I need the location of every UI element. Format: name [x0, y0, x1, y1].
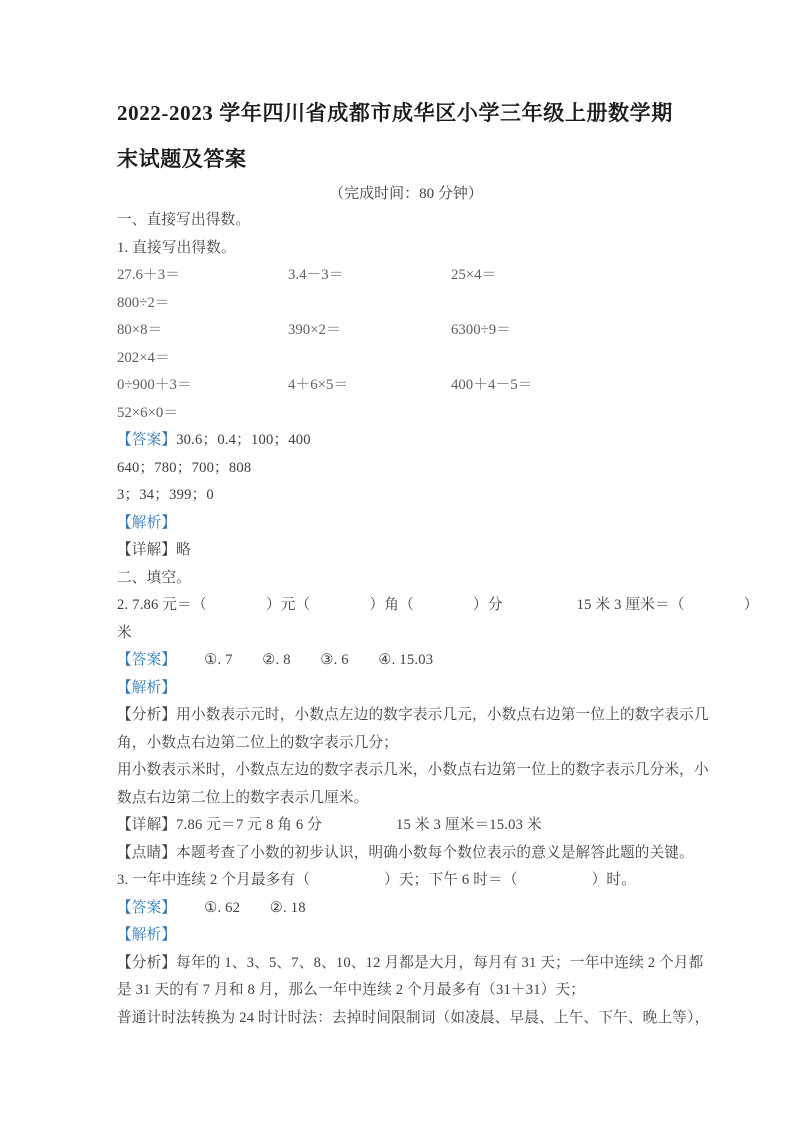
q1-answer-line-3: 3；34；399；0 — [117, 487, 214, 503]
q2-analysis-line-2: 角，小数点右边第二位上的数字表示几分； — [117, 734, 399, 751]
answer-label: 【答案】 — [117, 899, 177, 916]
q1-answer-line-2: 640；780；700；808 — [117, 459, 252, 476]
math-expression: 0÷900＋3＝ — [117, 377, 192, 393]
math-expression — [288, 345, 451, 373]
math-row — [117, 317, 695, 345]
answer-label: 【答案】 — [117, 432, 177, 448]
q3-analysis-line-2: 是 31 天的有 7 月和 8 月，那么一年中连续 2 个月最多有（31＋31）天； — [117, 982, 586, 998]
math-expression: 390×2＝ — [288, 322, 341, 338]
math-expression: 52×6×0＝ — [117, 404, 179, 421]
question-2-line-1: 2. 7.86 元＝（ ）元（ ）角（ ）分 15 米 3 厘米＝（ ） — [117, 597, 759, 613]
analysis-label: 【解析】 — [117, 927, 177, 943]
q2-analysis-line-1: 【分析】用小数表示元时，小数点左边的数字表示几元，小数点右边第一位上的数字表示几 — [117, 707, 709, 723]
q1-detail-line: 【详解】略 — [117, 542, 191, 558]
question-1-label: 1. 直接写出得数。 — [117, 239, 236, 256]
math-expression: 3.4－3＝ — [288, 267, 344, 283]
q2-detail-line: 【详解】7.86 元＝7 元 8 角 6 分 15 米 3 厘米＝15.03 米 — [117, 817, 542, 833]
math-row — [117, 290, 695, 318]
answer-text: 30.6；0.4；100；400 — [176, 432, 311, 448]
math-expression: 800÷2＝ — [117, 294, 170, 311]
math-row — [117, 345, 695, 373]
math-expression: 80×8＝ — [117, 322, 163, 338]
math-expression: 400＋4－5＝ — [451, 377, 533, 393]
math-row — [117, 372, 695, 400]
math-expression — [288, 290, 451, 318]
math-expression — [451, 290, 695, 318]
q2-analysis-line-4: 数点右边第二位上的数字表示几厘米。 — [117, 789, 369, 806]
answer-text: ①. 7 ②. 8 ③. 6 ④. 15.03 — [204, 652, 434, 668]
question-2-line-2: 米 — [117, 624, 132, 641]
math-expression: 25×4＝ — [451, 267, 497, 283]
answer-text: ①. 62 ②. 18 — [204, 899, 306, 916]
answer-label: 【答案】 — [117, 652, 177, 668]
q3-analysis-line-1: 【分析】每年的 1、3、5、7、8、10、12 月都是大月，每月有 31 天；一年中连续 2 个月都 — [117, 954, 704, 971]
math-row — [117, 400, 695, 428]
q3-answer-line — [117, 895, 695, 923]
math-expression: 202×4＝ — [117, 349, 170, 366]
q2-answer-line — [117, 647, 695, 675]
q1-answer-line-1 — [117, 427, 695, 455]
completion-time-note: （完成时间：80 分钟） — [329, 186, 483, 202]
question-3-line: 3. 一年中连续 2 个月最多有（ ）天；下午 6 时＝（ ）时。 — [117, 872, 636, 888]
q2-note-line: 【点睛】本题考查了小数的初步认识，明确小数每个数位表示的意义是解答此题的关键。 — [117, 844, 694, 861]
math-expression — [451, 345, 695, 373]
section-1-heading: 一、直接写出得数。 — [117, 212, 251, 228]
math-expression — [288, 400, 451, 428]
math-expression: 6300÷9＝ — [451, 322, 511, 338]
page-title-line-1: 2022-2023 学年四川省成都市成华区小学三年级上册数学期 — [117, 101, 673, 125]
math-expression: 27.6＋3＝ — [117, 267, 180, 283]
section-2-heading: 二、填空。 — [117, 569, 191, 586]
math-expression: 4＋6×5＝ — [288, 377, 349, 393]
q3-analysis-line-3: 普通计时法转换为 24 时计时法：去掉时间限制词（如凌晨、早晨、上午、下午、晚上等）， — [117, 1009, 710, 1026]
math-row — [117, 262, 695, 290]
q2-analysis-line-3: 用小数表示米时，小数点左边的数字表示几米，小数点右边第一位上的数字表示几分米，小 — [117, 762, 709, 778]
analysis-label: 【解析】 — [117, 514, 177, 531]
math-expression — [451, 400, 695, 428]
page-title-line-2: 末试题及答案 — [117, 147, 247, 171]
analysis-label: 【解析】 — [117, 679, 177, 696]
